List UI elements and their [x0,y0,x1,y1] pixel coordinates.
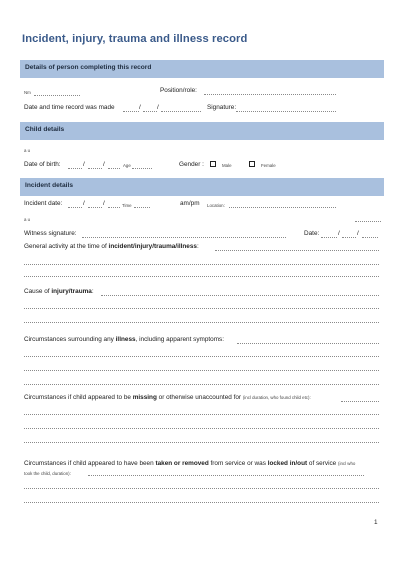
position-role-field[interactable] [204,94,336,95]
dob-month-field[interactable] [88,168,102,169]
cause-field-2[interactable] [24,322,379,323]
signature-label: Signature: [207,104,237,111]
name-field[interactable] [34,95,80,96]
taken-label-cont: took the child, duration): [24,471,71,476]
female-label: Female [261,163,276,168]
child-name-label: a u [24,148,31,153]
age-label: Age [123,163,131,168]
witness-name-label: a u [24,217,31,222]
missing-field-1[interactable] [24,414,379,415]
incident-year-field[interactable] [108,207,120,208]
missing-field-2[interactable] [24,428,379,429]
datetime-made-label: Date and time record was made [24,104,115,111]
witness-day-field[interactable] [321,237,337,238]
activity-field-1[interactable] [24,264,379,265]
illness-field-3[interactable] [24,384,379,385]
incident-date-label: Incident date: [24,200,63,207]
cause-field-1[interactable] [24,308,379,309]
time-field[interactable] [134,207,150,208]
made-time-field[interactable] [161,111,201,112]
male-checkbox[interactable] [210,161,216,167]
dob-label: Date of birth: [24,161,61,168]
activity-field-0[interactable] [215,250,379,251]
age-field[interactable] [132,168,152,169]
taken-field-1[interactable] [24,488,379,489]
signature-field[interactable] [236,111,336,112]
illness-label: Circumstances surrounding any illness, including apparent symptoms: [24,336,225,343]
location-label: Location: [207,203,225,208]
am-pm-label: am/pm [180,200,200,207]
activity-field-2[interactable] [24,276,379,277]
dob-day-field[interactable] [68,168,82,169]
witness-year-field[interactable] [362,237,378,238]
dob-year-field[interactable] [108,168,120,169]
witness-signature-field[interactable] [82,237,286,238]
time-label: Time [122,203,132,208]
missing-field-0[interactable] [341,401,379,402]
cause-field-0[interactable] [101,295,379,296]
missing-label: Circumstances if child appeared to be missing or otherwise unaccounted for (incl duration, who found child etc): [24,394,311,401]
name-label: Nm [24,90,31,95]
taken-field-0[interactable] [88,475,364,476]
section-header-person: Details of person completing this record [20,60,384,78]
taken-label: Circumstances if child appeared to have been taken or removed from service or was locked in/out of service (incl who [24,460,356,467]
general-activity-label: General activity at the time of incident/injury/trauma/illness: [24,243,199,250]
female-checkbox[interactable] [249,161,255,167]
page-number: 1 [374,519,378,526]
witness-month-field[interactable] [342,237,356,238]
cause-label: Cause of injury/trauma: [24,288,94,295]
section-header-incident: Incident details [20,178,384,196]
taken-field-2[interactable] [24,502,379,503]
section-header-child: Child details [20,122,384,140]
position-role-label: Position/role: [160,87,197,94]
incident-day-field[interactable] [68,207,82,208]
witness-signature-label: Witness signature: [24,230,77,237]
incident-month-field[interactable] [88,207,102,208]
gender-label: Gender : [179,161,204,168]
made-month-field[interactable] [143,111,157,112]
page-title: Incident, injury, trauma and illness record [22,33,248,45]
illness-field-2[interactable] [24,370,379,371]
made-day-field[interactable] [123,111,139,112]
witness-name-field[interactable] [355,221,381,222]
witness-date-label: Date: [304,230,320,237]
illness-field-0[interactable] [237,343,379,344]
location-field[interactable] [229,207,336,208]
male-label: Male [222,163,232,168]
missing-field-3[interactable] [24,442,379,443]
illness-field-1[interactable] [24,356,379,357]
